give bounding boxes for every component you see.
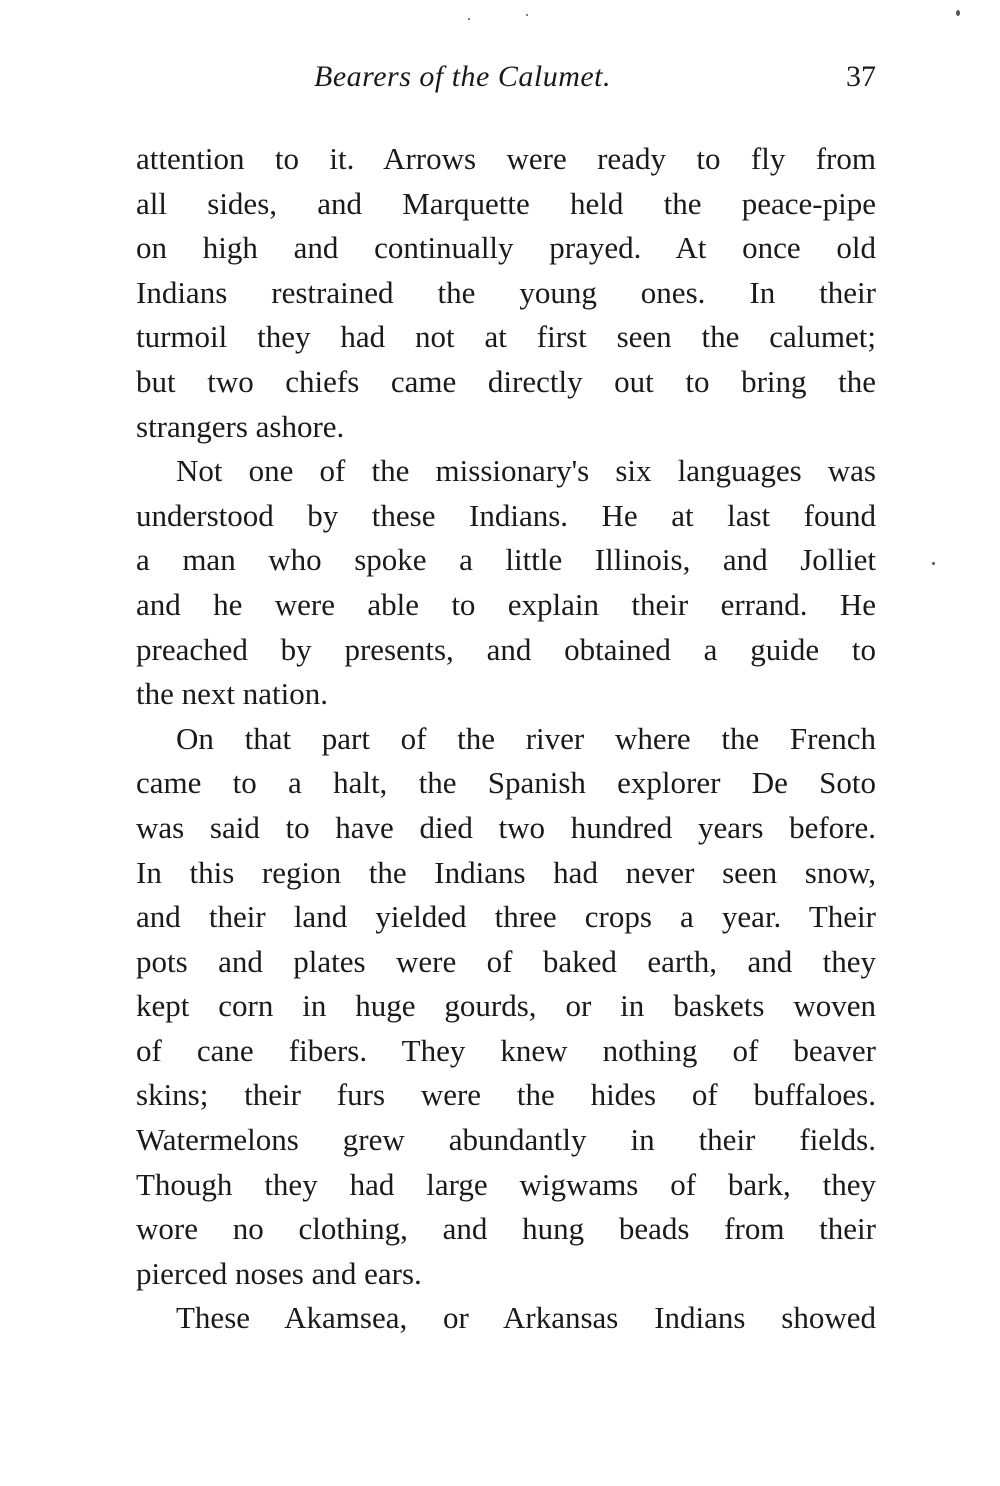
text-line: turmoil they had not at first seen the calumet; [136, 319, 876, 355]
running-head [136, 60, 876, 100]
text-line: a man who spoke a little Illinois, and Jolliet [136, 542, 876, 578]
text-line: On that part of the river where the French [176, 720, 876, 756]
text-line: wore no clothing, and hung beads from their [136, 1211, 876, 1247]
text-line: pierced noses and ears. [136, 1255, 422, 1291]
text-line: pots and plates were of baked earth, and they [136, 943, 876, 979]
text-line: kept corn in huge gourds, or in baskets woven [136, 988, 876, 1024]
text-line: all sides, and Marquette held the peace-pipe [136, 185, 876, 221]
text-line: Watermelons grew abundantly in their fields. [136, 1122, 876, 1158]
text-line: and their land yielded three crops a year. Their [136, 899, 876, 935]
body-text [136, 137, 876, 1341]
text-line: Not one of the missionary's six languages was [176, 453, 876, 489]
scan-speck [932, 562, 935, 565]
running-title: Bearers of the Calumet. [314, 60, 612, 93]
text-line: preached by presents, and obtained a guide to [136, 631, 876, 667]
text-line: came to a halt, the Spanish explorer De Soto [136, 765, 876, 801]
page-number: 37 [846, 60, 876, 93]
text-line: and he were able to explain their errand. He [136, 586, 876, 622]
text-line: of cane fibers. They knew nothing of beaver [136, 1032, 876, 1068]
text-line: the next nation. [136, 676, 328, 712]
scan-speck [468, 18, 470, 20]
text-line: These Akamsea, or Arkansas Indians showed [176, 1300, 876, 1336]
text-line: on high and continually prayed. At once old [136, 230, 876, 266]
text-line: skins; their furs were the hides of buffaloes. [136, 1077, 876, 1113]
text-line: Indians restrained the young ones. In their [136, 274, 876, 310]
text-line: In this region the Indians had never seen snow, [136, 854, 876, 890]
text-line: Though they had large wigwams of bark, they [136, 1166, 876, 1202]
scan-speck [526, 14, 528, 16]
text-line: but two chiefs came directly out to bring the [136, 363, 876, 399]
text-line: strangers ashore. [136, 408, 345, 444]
scan-speck [956, 10, 960, 16]
text-line: was said to have died two hundred years before. [136, 809, 876, 845]
text-line: attention to it. Arrows were ready to fly from [136, 141, 876, 176]
text-line: understood by these Indians. He at last found [136, 497, 876, 533]
